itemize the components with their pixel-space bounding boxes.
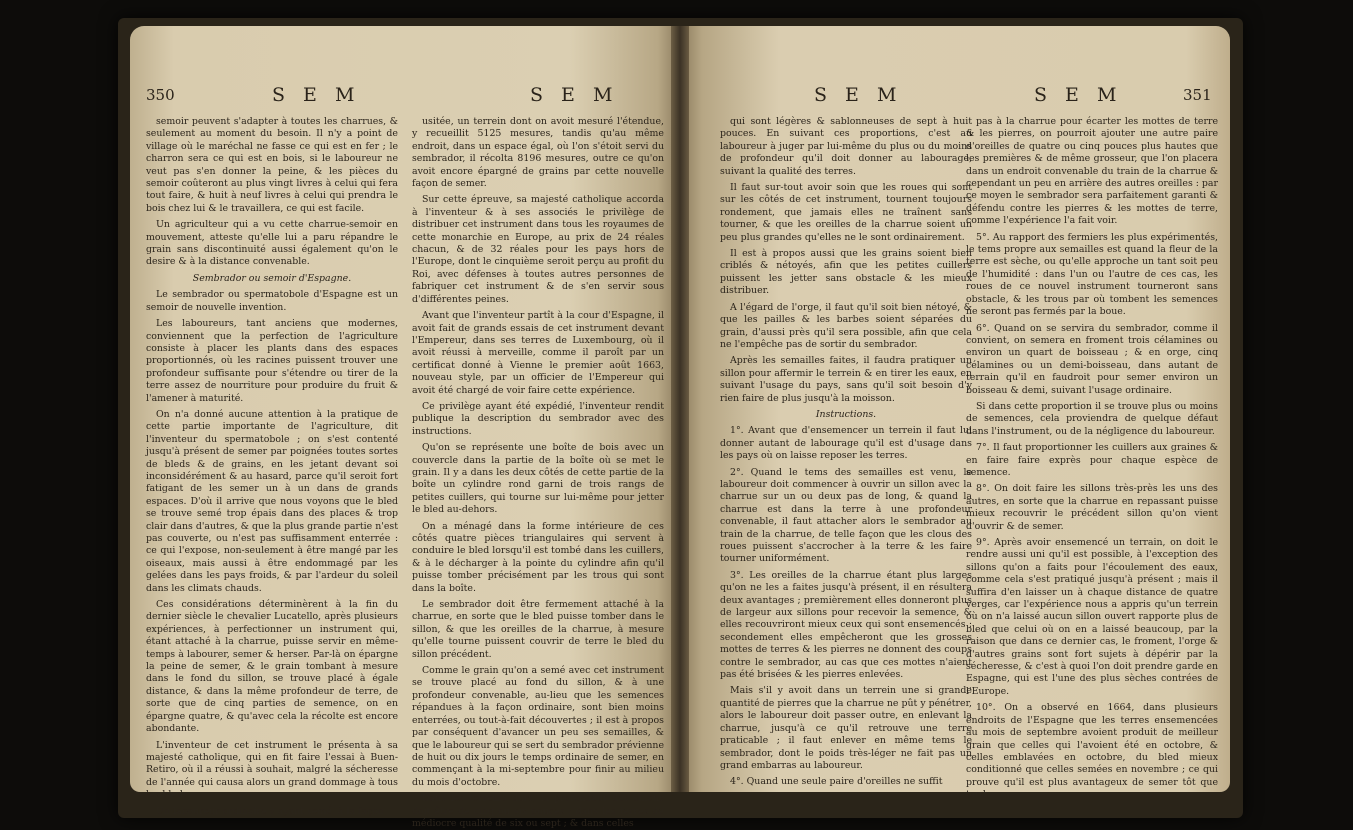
- left-page: [130, 26, 680, 829]
- paragraph: 6°. Quand on se servira du sembrador, comme il convient, on semera en froment trois célamines ou environ un quart de boisseau ; & en orge, cinq célamines ou un demi-boisseau, dans autant de terrain qu'il en faudroit pour semer environ un boisseau & demi, suivant l'usage ordinaire.: [966, 322, 1218, 396]
- paragraph: Après les semailles faites, il faudra pratiquer un sillon pour affermir le terrein & en tirer les eaux, en suivant l'usage du pays, sans qu'il soit besoin d'y rien faire de plus jusqu'à la moisson.: [720, 355, 972, 404]
- paragraph: Le sembrador ou spermatobole d'Espagne est un semoir de nouvelle invention.: [146, 289, 398, 313]
- paragraph: 10°. On a observé en 1664, dans plusieurs endroits de l'Espagne que les terres ensemencées au mois de septembre avoient produit de meilleur grain que celles qui l'avoient été en octobre, & celles emblavées en octobre, du bled mieux conditionné que celles semées en novembre ; ce qui prouve qu'il est plus avantageux de semer tôt que tard.: [966, 702, 1218, 801]
- paragraph: Ce privilège ayant été expédié, l'inventeur rendit publique la description du sembrador avec des instructions.: [412, 400, 664, 437]
- paragraph: Qu'on se représente une boîte de bois avec un couvercle dans la partie de la boîte où se met le grain. Il y a dans les deux côtés de cette partie de la boîte un cylindre rond garni de trois rangs de petites cuillers, qui tourne sur lui-même pour jetter le bled au-dehors.: [412, 442, 664, 516]
- section-heading: Sembrador ou semoir d'Espagne.: [192, 272, 352, 284]
- paragraph: semoir peuvent s'adapter à toutes les charrues, & seulement au moment du besoin. Il n'y a point de village où le maréchal ne fasse ce qui est en fer ; le charron sera ce qui est en bois, si le laboureur ne veut pas s'en donner la peine, & les pièces du semoir coûteront au plus vingt livres à celui qui fera tout faire, & huit à neuf livres à celui qui prendra le bois chez lui & le travaillera, ce qui est facile.: [146, 116, 398, 214]
- left-page-number: 350: [146, 86, 175, 104]
- paragraph: qui sont légères & sablonneuses de sept à huit pouces. En suivant ces proportions, c'est au laboureur à juger par lui-même du plus ou du moins de profondeur qu'il doit donner au labourage, suivant la qualité des terres.: [720, 116, 972, 177]
- paragraph: 7°. Il faut proportionner les cuillers aux graines & en faire faire exprès pour chaque espèce de semence.: [966, 442, 1218, 478]
- left-column-1: [146, 116, 398, 817]
- paragraph: Il faut sur-tout avoir soin que les roues qui sont sur les côtés de cet instrument, tournent toujours rondement, que jamais elles ne traînent sans tourner, & que les oreilles de la charrue soient un peu plus grandes qu'elles ne le sont ordinairement.: [720, 182, 972, 243]
- paragraph: 8°. On doit faire les sillons très-près les uns des autres, en sorte que la charrue en repassant puisse mieux recouvrir le précédent sillon qu'on vient d'ouvrir & de semer.: [966, 483, 1218, 532]
- paragraph: L'inventeur de cet instrument le présenta à sa majesté catholique, qui en fit faire l'essai à Buen-Retiro, où il a réussi à souhait, malgré la sécheresse de l'année qui causa alors un grand dommage à tous les bleds.: [146, 739, 398, 801]
- left-head-col2: S E M: [530, 84, 619, 106]
- section-heading: Instructions.: [815, 408, 877, 420]
- right-head-col2: S E M: [1034, 84, 1123, 106]
- right-head-col1: S E M: [814, 84, 903, 106]
- right-column-1: [720, 116, 972, 788]
- paragraph: 3°. Les oreilles de la charrue étant plus larges qu'on ne les a faites jusqu'à présent, il en résultera deux avantages ; premièrement elles donneront plus de largeur aux sillons pour recevoir la semence, & elles recouvriront mieux ceux qui sont ensemencés ; secondement elles empêcheront que les grosses mottes de terres & les pierres ne donnent des coups contre le sembrador, au cas que ces mottes n'aient pas été brisées & les pierres enlevées.: [720, 569, 972, 681]
- paragraph: Dans les terreins durs, la profondeur des sillons doit être de cinq ou six pouces ; dans les terres de médiocre qualité de six ou sept ; & dans celles: [412, 793, 664, 829]
- paragraph: Un agriculteur qui a vu cette charrue-semoir en mouvement, atteste qu'elle lui a paru répandre le grain sans discontinuité aussi également qu'on le desire & à la distance convenable.: [146, 219, 398, 268]
- paragraph: usitée, un terrein dont on avoit mesuré l'étendue, y recueillit 5125 mesures, tandis qu'au même endroit, dans un espace égal, où l'on s'étoit servi du sembrador, il récolta 8196 mesures, outre ce qu'on avoit encore épargné de grains par cette nouvelle façon de semer.: [412, 116, 664, 190]
- paragraph: Avant que l'inventeur partît à la cour d'Espagne, il avoit fait de grands essais de cet instrument devant l'Empereur, dans ses terres de Luxembourg, où il avoit réussi à merveille, comme il paroît par un certificat donné à Vienne le premier août 1663, nouveau style, par un officier de l'Empereur qui avoit été chargé de voir faire cette expérience.: [412, 310, 664, 396]
- paragraph: 4°. Quand une seule paire d'oreilles ne suffit: [730, 776, 943, 788]
- paragraph: Si dans cette proportion il se trouve plus ou moins de semences, cela proviendra de quelque défaut dans l'instrument, ou de la négligence du laboureur.: [966, 400, 1218, 437]
- right-page-number: 351: [1183, 86, 1212, 104]
- right-column-2: [966, 116, 1218, 801]
- left-running-head: [130, 84, 680, 108]
- paragraph: 5°. Au rapport des fermiers les plus expérimentés, le tems propre aux semailles est quand la fleur de la terre est sèche, ou qu'elle approche un tant soit peu de l'humidité : dans l'un ou l'autre de ces cas, les roues de ce nouvel instrument tourneront sans obstacle, & les trous par où tombent les semences ne seront pas fermés par la boue.: [966, 231, 1218, 318]
- paragraph: 9°. Après avoir ensemencé un terrain, on doit le rendre aussi uni qu'il est possible, à l'exception des sillons qu'on a faits pour l'écoulement des eaux, comme cela s'est pratiqué jusqu'à présent ; mais il suffira d'en laisser un à chaque distance de quatre verges, car l'expérience nous a appris qu'un terrein où on n'a laissé aucun sillon ouvert rapporte plus de bled que celui où on en a laissé beaucoup, par la raison que dans ce dernier cas, le froment, l'orge & d'autres grains sont fort sujets à dépérir par la sécheresse, & c'est à quoi l'on doit prendre garde en Espagne, qui est l'une des plus sèches contrées de l'Europe.: [966, 537, 1218, 697]
- paragraph: Un laboureur ordinaire y ayant semé, à la façon: [156, 805, 384, 817]
- paragraph: Le sembrador doit être fermement attaché à la charrue, en sorte que le bled puisse tomber dans le sillon, & que les oreilles de la charrue, à mesure qu'elle tourne puissent couvrir de terre le bled du sillon précédent.: [412, 599, 664, 660]
- right-running-head: [680, 84, 1230, 108]
- paragraph: Comme le grain qu'on a semé avec cet instrument se trouve placé au fond du sillon, & à une profondeur convenable, au-lieu que les semences répandues à la façon ordinaire, sont bien moins enterrées, ou tout-à-fait découvertes ; il est à propos par conséquent d'avancer un peu ses semailles, & que le laboureur qui se sert du sembrador prévienne de huit ou dix jours le temps ordinaire de semer, en commençant à la mi-septembre pour finir au milieu du mois d'octobre.: [412, 665, 664, 788]
- paragraph: 1°. Avant que d'ensemencer un terrein il faut lui donner autant de labourage qu'il est d'usage dans les pays où on laisse reposer les terres.: [720, 425, 972, 462]
- left-column-2: [412, 116, 664, 829]
- paragraph: Il est à propos aussi que les grains soient bien criblés & nétoyés, afin que les petites cuillers puissent les jetter sans obstacle & les mieux distribuer.: [720, 248, 972, 297]
- paragraph: A l'égard de l'orge, il faut qu'il soit bien nétoyé, & que les pailles & les barbes soient séparées du grain, d'aussi près qu'il sera possible, afin que cela ne l'empêche pas de sortir du sembrador.: [720, 301, 972, 350]
- paragraph: 2°. Quand le tems des semailles est venu, le laboureur doit commencer à ouvrir un sillon avec la charrue sur un ou deux pas de long, & quand la charrue est dans la terre à une profondeur convenable, il faut attacher alors le sembrador au train de la charrue, de telle façon que les clous des roues puissent s'accrocher à la terre & les faire tourner uniformément.: [720, 466, 972, 565]
- right-page: [680, 26, 1230, 801]
- paragraph: pas à la charrue pour écarter les mottes de terre & les pierres, on pourroit ajouter une autre paire d'oreilles de quatre ou cinq pouces plus hautes que les premières & de même grosseur, que l'on placera dans un endroit convenable du train de la charrue & cependant un peu en arrière des autres oreilles : par ce moyen le sembrador sera parfaitement garanti & défendu contre les pierres & les mottes de terre, comme l'expérience l'a fait voir.: [966, 116, 1218, 227]
- paragraph: Les laboureurs, tant anciens que modernes, conviennent que la perfection de l'agriculture consiste à placer les plants dans des espaces proportionnés, où les racines puissent trouver une profondeur suffisante pour s'étendre ou tirer de la terre assez de nourriture pour produire du fruit & l'amener à maturité.: [146, 318, 398, 404]
- paragraph: Mais s'il y avoit dans un terrein une si grande quantité de pierres que la charrue ne pût y pénétrer, alors le laboureur doit passer outre, en enlevant la charrue, jusqu'à ce qu'il retrouve une terre praticable ; il faut enlever en même tems le sembrador, dont le poids très-léger ne fait pas un grand embarras au laboureur.: [720, 685, 972, 771]
- left-head-col1: S E M: [272, 84, 361, 106]
- book-gutter: [671, 26, 689, 792]
- paragraph: On n'a donné aucune attention à la pratique de cette partie importante de l'agriculture, dit l'inventeur du spermatobole ; on s'est contenté jusqu'à présent de semer par poignées toutes sortes de bleds & de grains, en les jetant devant soi inconsidérément & au hasard, parce qu'il seroit fort fatigant de les semer un à un dans de grands espaces. D'où il arrive que nous voyons que le bled se trouve semé trop épais dans des places & trop clair dans d'autres, & que la plus grande partie n'est pas couverte, ou n'est pas suffisamment enterrée : ce qui l'expose, non-seulement à être mangé par les oiseaux, mais aussi à être endommagé par les gelées dans les pays froids, & par l'ardeur du soleil dans les climats chauds.: [146, 408, 398, 594]
- paragraph: On a ménagé dans la forme intérieure de ces côtés quatre pièces triangulaires qui servent à conduire le bled lorsqu'il est tombé dans les cuillers, & à le décharger à la pointe du cylindre afin qu'il puisse tomber précisément par les trous qui sont dans la boîte.: [412, 520, 664, 594]
- paragraph: Ces considérations déterminèrent à la fin du dernier siècle le chevalier Lucatello, après plusieurs expériences, à perfectionner un instrument qui, étant attaché à la charrue, puisse servir en même-temps à labourer, semer & herser. Par-là on épargne la peine de semer, & le grain tombant à mesure dans le fond du sillon, se trouve placé à égale distance, & dans la même profondeur de terre, de sorte que de cinq parties de semence, on en épargne quatre, & qu'avec cela la récolte est encore abondante.: [146, 599, 398, 735]
- paragraph: Sur cette épreuve, sa majesté catholique accorda à l'inventeur & à ses associés le privilège de distribuer cet instrument dans tous les royaumes de cette monarchie en Europe, au prix de 24 réales chacun, & de 32 réales pour les pays hors de l'Europe, dont le cinquième seroit perçu au profit du Roi, avec défenses à toutes autres personnes de fabriquer cet instrument & de s'en servir sous d'différentes peines.: [412, 194, 664, 305]
